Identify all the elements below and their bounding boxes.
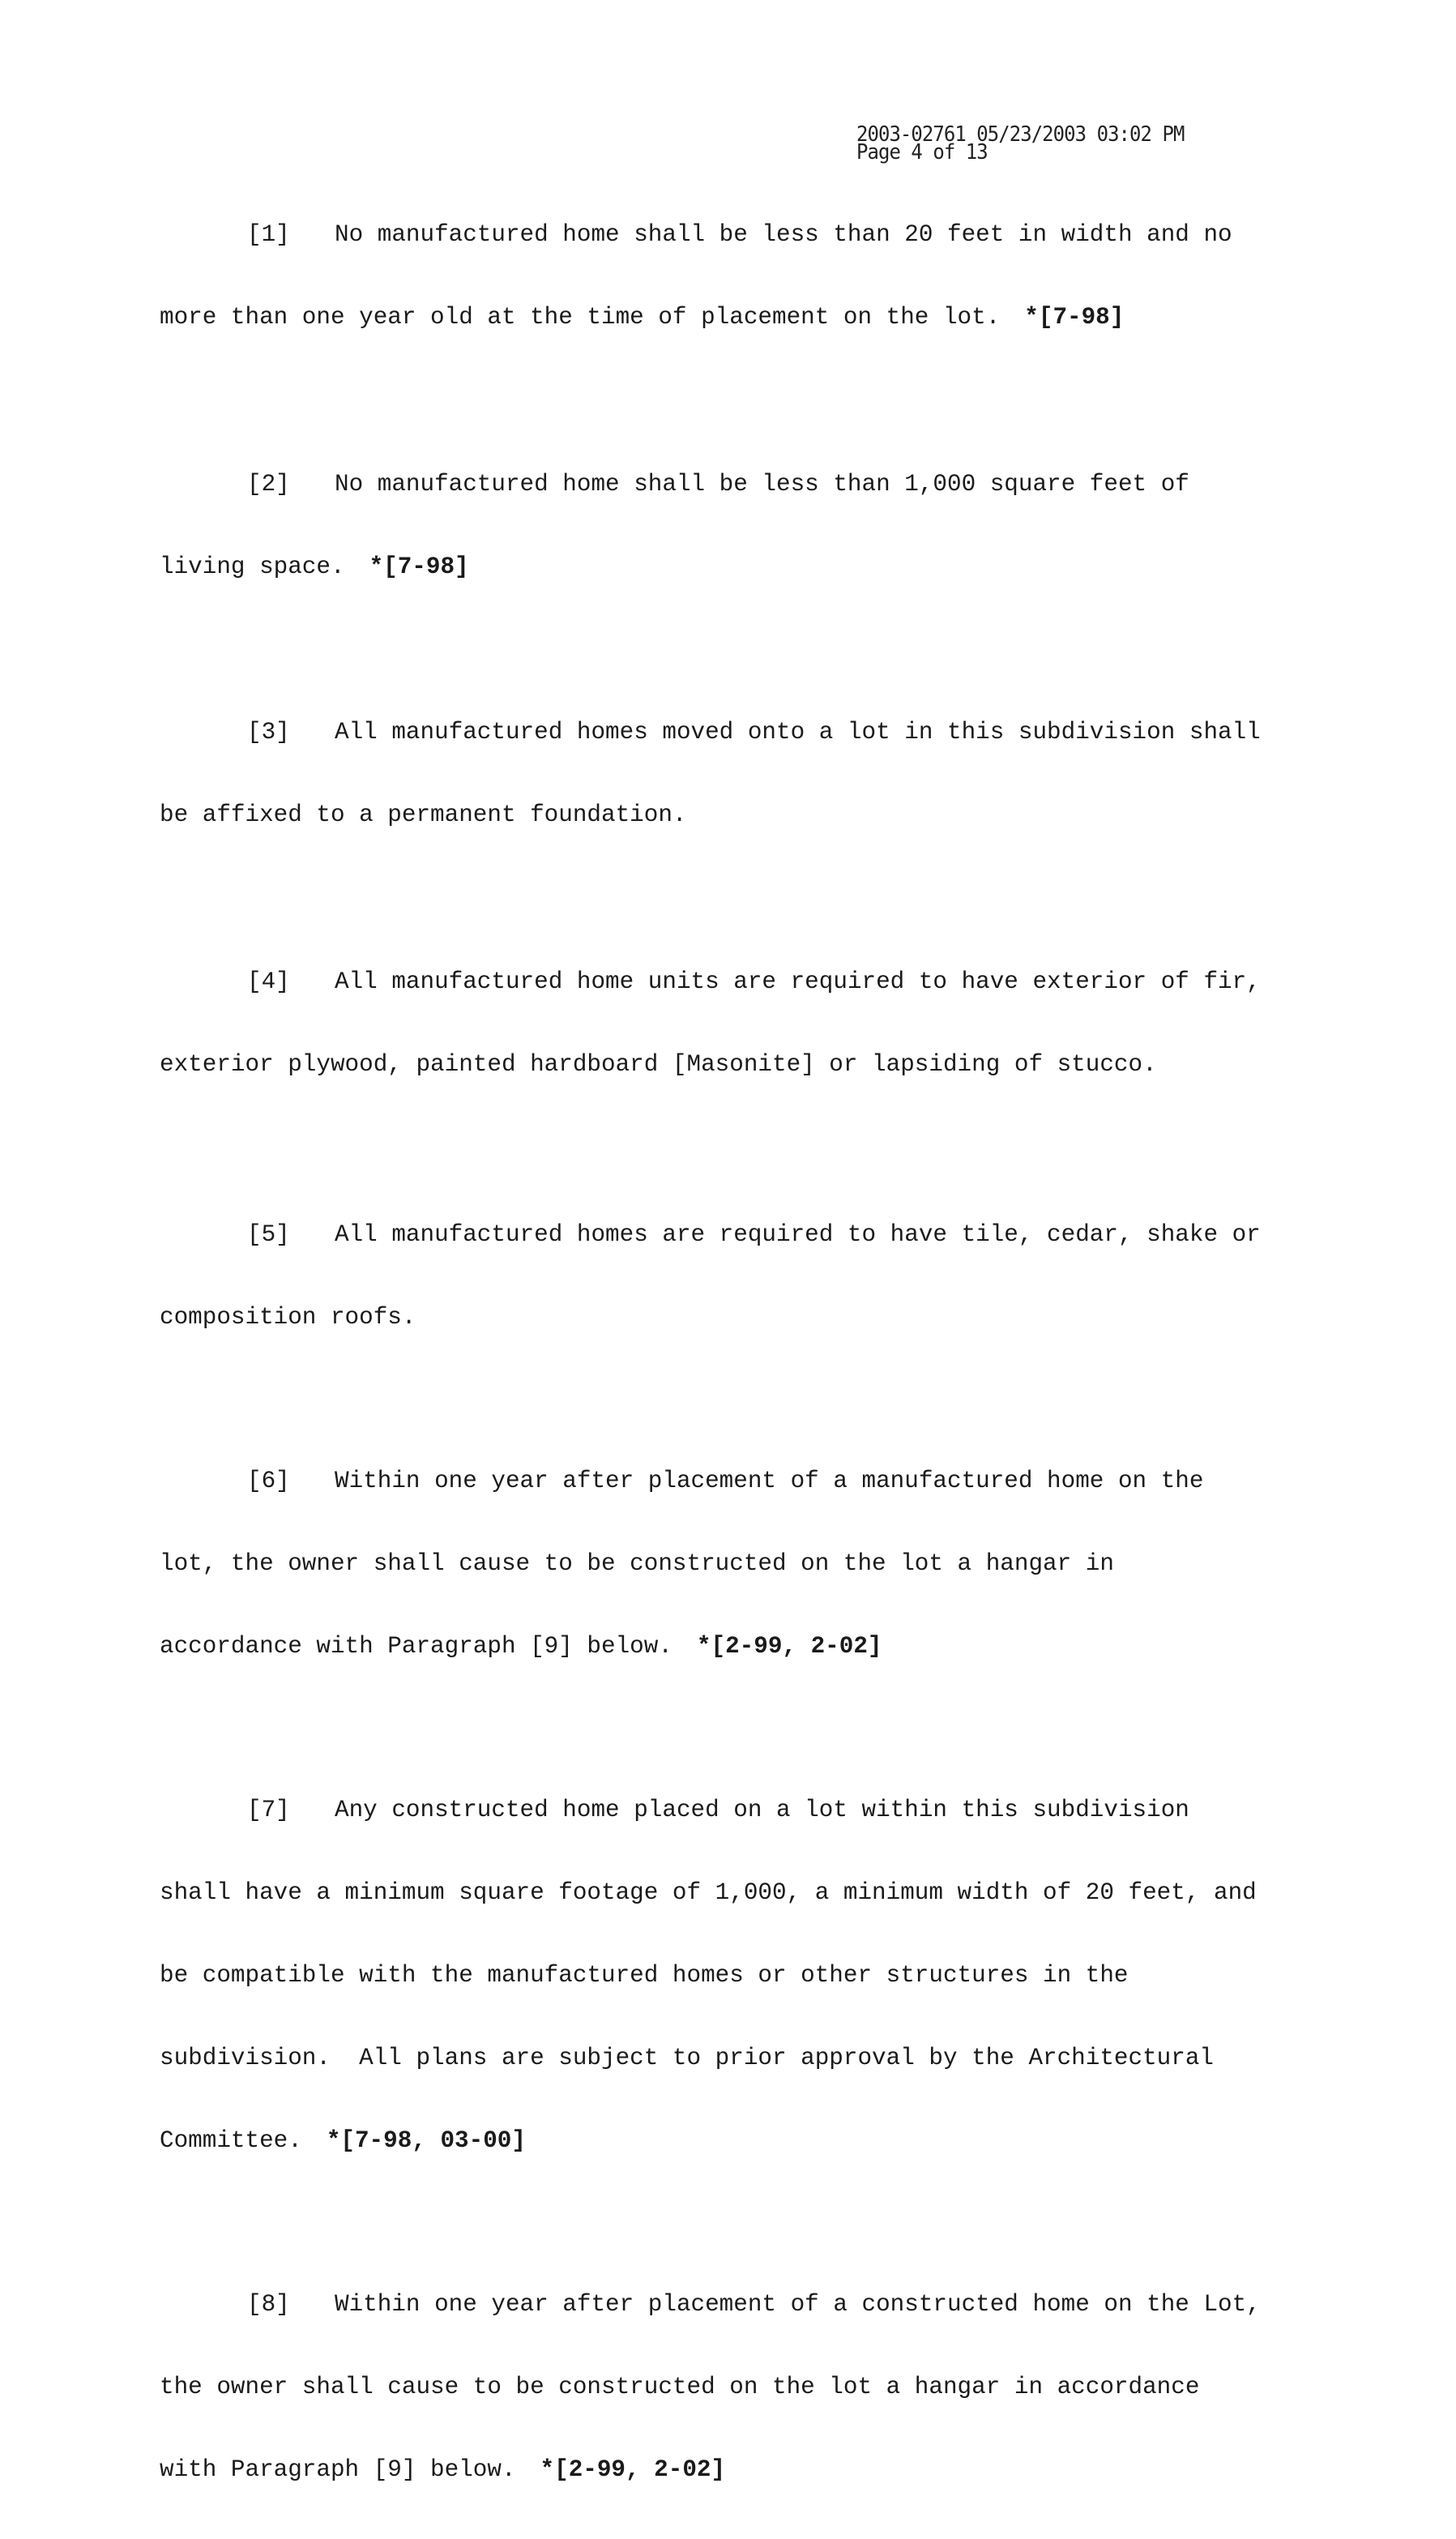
paragraph-1 [160, 166, 1294, 387]
paragraph-number: [6] [247, 1468, 290, 1494]
amendment-note: *[7-98] [1024, 304, 1125, 331]
paragraph-line: All manufactured homes are required to have tile, cedar, shake or [335, 1221, 1261, 1248]
paragraph-line: the owner shall cause to be constructed on the lot a hangar in accordance [160, 2374, 1200, 2400]
document-body [160, 166, 1294, 2539]
paragraph-line: subdivision. All plans are subject to prior approval by the Architectural [160, 2045, 1214, 2071]
amendment-note: *[2-99, 2-02] [540, 2456, 726, 2483]
paragraph-line: All manufactured home units are required to have exterior of fir, [335, 968, 1261, 995]
paragraph-number: [8] [247, 2291, 290, 2318]
paragraph-6 [160, 1413, 1294, 1716]
recording-stamp [856, 122, 1185, 165]
paragraph-number: [4] [247, 968, 290, 995]
paragraph-line: be affixed to a permanent foundation. [160, 801, 687, 828]
paragraph-4 [160, 913, 1294, 1134]
paragraph-line: Within one year after placement of a constructed home on the Lot, [335, 2291, 1261, 2318]
amendment-note: *[2-99, 2-02] [696, 1633, 882, 1660]
paragraph-line: accordance with Paragraph [9] below. [160, 1633, 672, 1660]
paragraph-line: exterior plywood, painted hardboard [Masonite] or lapsiding of stucco. [160, 1051, 1157, 1078]
paragraph-line: Within one year after placement of a manufactured home on the [335, 1468, 1204, 1494]
paragraph-line: All manufactured homes moved onto a lot in this subdivision shall [335, 719, 1261, 746]
amendment-note: *[7-98, 03-00] [326, 2127, 526, 2154]
paragraph-line: more than one year old at the time of placement on the lot. [160, 304, 1001, 331]
paragraph-number: [2] [247, 471, 290, 498]
paragraph-5 [160, 1166, 1294, 1387]
paragraph-8 [160, 2236, 1294, 2539]
paragraph-2 [160, 416, 1294, 636]
paragraph-line: be compatible with the manufactured homes or other structures in the [160, 1962, 1129, 1989]
paragraph-line: No manufactured home shall be less than 1,000 square feet of [335, 471, 1189, 498]
paragraph-number: [7] [247, 1797, 290, 1823]
amendment-note: *[7-98] [369, 554, 469, 580]
paragraph-line: No manufactured home shall be less than 20 feet in width and no [335, 221, 1232, 248]
paragraph-line: with Paragraph [9] below. [160, 2456, 516, 2483]
paragraph-line: composition roofs. [160, 1304, 416, 1331]
paragraph-line: Committee. [160, 2127, 302, 2154]
paragraph-line: shall have a minimum square footage of 1,000, a minimum width of 20 feet, and [160, 1879, 1257, 1906]
paragraph-line: living space. [160, 554, 345, 580]
paragraph-number: [3] [247, 719, 290, 746]
recording-number-date: 2003-02761 05/23/2003 03:02 PM [856, 122, 1185, 147]
paragraph-3 [160, 664, 1294, 884]
paragraph-line: Any constructed home placed on a lot within this subdivision [335, 1797, 1189, 1823]
paragraph-7 [160, 1742, 1294, 2210]
paragraph-number: [1] [247, 221, 290, 248]
paragraph-number: [5] [247, 1221, 290, 1248]
paragraph-line: lot, the owner shall cause to be constructed on the lot a hangar in [160, 1550, 1114, 1577]
page-indicator: Page 4 of 13 [856, 140, 988, 165]
